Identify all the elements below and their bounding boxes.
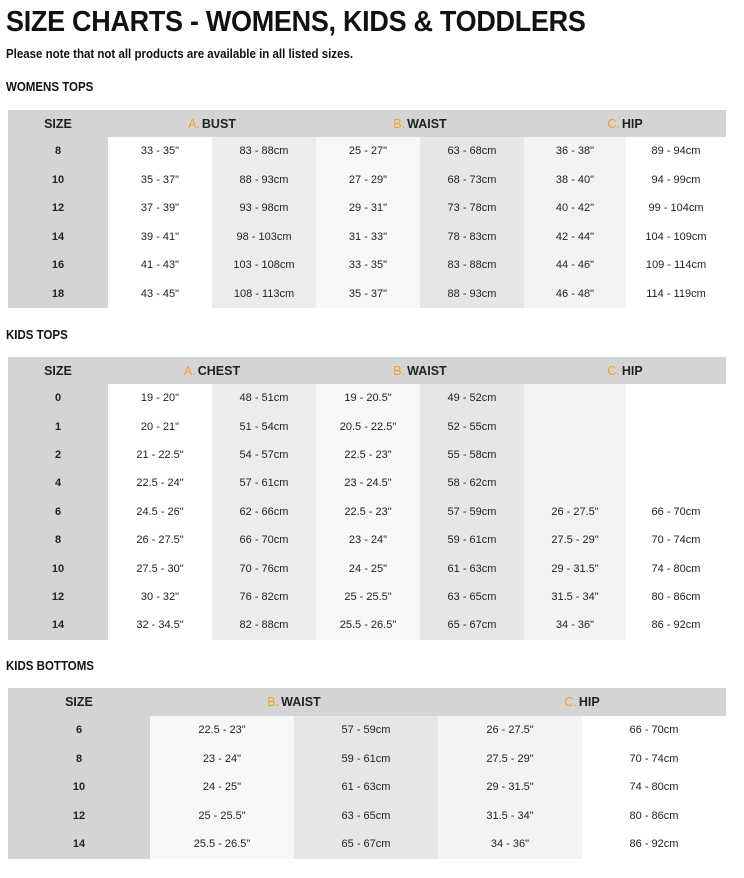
measurement-cell: 31.5 - 34" (438, 802, 582, 831)
measurement-cell: 51 - 54cm (212, 412, 316, 440)
measurement-cell: 42 - 44" (524, 223, 626, 252)
measurement-cell: 103 - 108cm (212, 251, 316, 280)
size-cell: 8 (8, 137, 108, 166)
size-cell: 18 (8, 280, 108, 309)
measurement-cell: 82 - 88cm (212, 611, 316, 639)
size-cell: 1 (8, 412, 108, 440)
measurement-cell: 21 - 22.5" (108, 441, 212, 469)
measurement-cell: 86 - 92cm (626, 611, 726, 639)
measurement-cell: 19 - 20.5" (316, 384, 420, 412)
measurement-cell: 83 - 88cm (212, 137, 316, 166)
size-column-header: SIZE (8, 110, 108, 137)
measurement-cell: 24 - 25" (316, 554, 420, 582)
measurement-cell (524, 412, 626, 440)
measurement-cell: 33 - 35" (316, 251, 420, 280)
table-row (8, 830, 726, 859)
measurement-cell: 78 - 83cm (420, 223, 524, 252)
table-row (8, 441, 726, 469)
measurement-cell: 66 - 70cm (212, 526, 316, 554)
size-cell: 14 (8, 830, 150, 859)
measurement-cell: 39 - 41" (108, 223, 212, 252)
table-row (8, 469, 726, 497)
table-header-row (8, 688, 726, 716)
measurement-cell: 25 - 27" (316, 137, 420, 166)
kids-bottoms-title: KIDS BOTTOMS (6, 659, 94, 673)
measurement-group-header (316, 110, 524, 137)
measurement-cell: 27.5 - 30" (108, 554, 212, 582)
measurement-cell: 26 - 27.5" (524, 498, 626, 526)
measurement-cell: 89 - 94cm (626, 137, 726, 166)
table-header-row (8, 357, 726, 384)
measurement-cell: 94 - 99cm (626, 166, 726, 195)
measurement-cell: 83 - 88cm (420, 251, 524, 280)
measurement-cell: 76 - 82cm (212, 583, 316, 611)
size-cell: 0 (8, 384, 108, 412)
measurement-cell: 65 - 67cm (420, 611, 524, 639)
size-cell: 12 (8, 583, 108, 611)
measurement-cell: 80 - 86cm (582, 802, 726, 831)
measurement-cell: 22.5 - 23" (316, 441, 420, 469)
measurement-cell: 58 - 62cm (420, 469, 524, 497)
measurement-label: WAIST (281, 695, 321, 709)
size-cell: 12 (8, 802, 150, 831)
measurement-cell: 70 - 76cm (212, 554, 316, 582)
measurement-letter: C. (564, 695, 577, 709)
measurement-cell: 88 - 93cm (212, 166, 316, 195)
kids-bottoms-table (8, 688, 726, 859)
measurement-cell (626, 469, 726, 497)
measurement-cell: 38 - 40" (524, 166, 626, 195)
measurement-group-header (150, 688, 438, 716)
measurement-label: WAIST (407, 363, 447, 378)
table-row (8, 498, 726, 526)
size-cell: 6 (8, 498, 108, 526)
measurement-cell: 22.5 - 23" (150, 716, 294, 745)
measurement-cell: 22.5 - 24" (108, 469, 212, 497)
availability-note: Please note that not all products are available in all listed sizes. (6, 47, 354, 61)
measurement-cell: 63 - 65cm (294, 802, 438, 831)
measurement-label: BUST (201, 116, 236, 131)
measurement-cell: 66 - 70cm (582, 716, 726, 745)
measurement-cell: 41 - 43" (108, 251, 212, 280)
measurement-cell: 44 - 46" (524, 251, 626, 280)
measurement-cell: 61 - 63cm (294, 773, 438, 802)
measurement-cell: 57 - 59cm (420, 498, 524, 526)
measurement-cell: 99 - 104cm (626, 194, 726, 223)
table-row (8, 251, 726, 280)
measurement-cell: 35 - 37" (316, 280, 420, 309)
table-row (8, 223, 726, 252)
measurement-cell: 98 - 103cm (212, 223, 316, 252)
size-cell: 16 (8, 251, 108, 280)
measurement-label: WAIST (407, 116, 447, 131)
measurement-cell (524, 384, 626, 412)
size-cell: 2 (8, 441, 108, 469)
size-cell: 12 (8, 194, 108, 223)
measurement-cell: 36 - 38" (524, 137, 626, 166)
measurement-cell: 40 - 42" (524, 194, 626, 223)
measurement-cell: 29 - 31.5" (438, 773, 582, 802)
table-row (8, 745, 726, 774)
size-cell: 4 (8, 469, 108, 497)
measurement-cell: 25.5 - 26.5" (316, 611, 420, 639)
measurement-label: HIP (621, 363, 643, 378)
measurement-cell: 23 - 24" (150, 745, 294, 774)
measurement-cell: 26 - 27.5" (108, 526, 212, 554)
measurement-cell: 88 - 93cm (420, 280, 524, 309)
measurement-group-header (316, 357, 524, 384)
measurement-cell: 74 - 80cm (582, 773, 726, 802)
measurement-cell (626, 441, 726, 469)
measurement-cell: 20 - 21" (108, 412, 212, 440)
measurement-cell: 23 - 24.5" (316, 469, 420, 497)
measurement-cell: 52 - 55cm (420, 412, 524, 440)
measurement-cell: 73 - 78cm (420, 194, 524, 223)
measurement-cell (626, 412, 726, 440)
kids-tops-table (8, 357, 726, 640)
table-row (8, 773, 726, 802)
measurement-cell: 24.5 - 26" (108, 498, 212, 526)
measurement-cell: 93 - 98cm (212, 194, 316, 223)
table-row (8, 412, 726, 440)
measurement-cell: 57 - 59cm (294, 716, 438, 745)
table-row (8, 583, 726, 611)
measurement-cell: 37 - 39" (108, 194, 212, 223)
measurement-cell: 74 - 80cm (626, 554, 726, 582)
measurement-cell: 80 - 86cm (626, 583, 726, 611)
measurement-cell: 109 - 114cm (626, 251, 726, 280)
measurement-letter: B. (393, 116, 406, 131)
measurement-cell: 66 - 70cm (626, 498, 726, 526)
measurement-letter: A. (183, 363, 196, 378)
measurement-cell: 23 - 24" (316, 526, 420, 554)
measurement-cell: 86 - 92cm (582, 830, 726, 859)
size-cell: 6 (8, 716, 150, 745)
measurement-cell (524, 441, 626, 469)
measurement-cell: 63 - 68cm (420, 137, 524, 166)
measurement-cell: 46 - 48" (524, 280, 626, 309)
measurement-cell: 68 - 73cm (420, 166, 524, 195)
measurement-cell: 34 - 36" (524, 611, 626, 639)
table-row (8, 716, 726, 745)
table-row (8, 611, 726, 639)
measurement-cell: 63 - 65cm (420, 583, 524, 611)
measurement-cell: 59 - 61cm (294, 745, 438, 774)
measurement-cell: 30 - 32" (108, 583, 212, 611)
measurement-cell: 35 - 37" (108, 166, 212, 195)
measurement-cell: 54 - 57cm (212, 441, 316, 469)
measurement-cell: 59 - 61cm (420, 526, 524, 554)
table-row (8, 554, 726, 582)
measurement-cell: 29 - 31.5" (524, 554, 626, 582)
table-row (8, 280, 726, 309)
measurement-label: HIP (621, 116, 643, 131)
womens-tops-title: WOMENS TOPS (6, 80, 94, 94)
measurement-group-header (524, 110, 726, 137)
measurement-cell: 31 - 33" (316, 223, 420, 252)
size-cell: 14 (8, 611, 108, 639)
size-cell: 8 (8, 526, 108, 554)
measurement-cell: 25 - 25.5" (316, 583, 420, 611)
table-row (8, 137, 726, 166)
measurement-cell: 27.5 - 29" (524, 526, 626, 554)
measurement-letter: B. (267, 695, 280, 709)
measurement-group-header (524, 357, 726, 384)
measurement-group-header (438, 688, 726, 716)
measurement-cell: 108 - 113cm (212, 280, 316, 309)
measurement-cell: 70 - 74cm (626, 526, 726, 554)
measurement-cell: 27.5 - 29" (438, 745, 582, 774)
measurement-group-header (108, 110, 316, 137)
table-row (8, 526, 726, 554)
measurement-cell: 20.5 - 22.5" (316, 412, 420, 440)
measurement-cell: 61 - 63cm (420, 554, 524, 582)
measurement-letter: B. (393, 363, 406, 378)
measurement-cell: 19 - 20" (108, 384, 212, 412)
womens-tops-table (8, 110, 726, 308)
measurement-letter: A. (188, 116, 200, 131)
measurement-cell: 24 - 25" (150, 773, 294, 802)
measurement-cell (524, 469, 626, 497)
kids-tops-title: KIDS TOPS (6, 328, 68, 342)
measurement-cell: 29 - 31" (316, 194, 420, 223)
table-row (8, 384, 726, 412)
size-cell: 8 (8, 745, 150, 774)
size-cell: 10 (8, 773, 150, 802)
measurement-cell: 62 - 66cm (212, 498, 316, 526)
measurement-label: CHEST (197, 363, 241, 378)
measurement-cell: 34 - 36" (438, 830, 582, 859)
measurement-cell: 31.5 - 34" (524, 583, 626, 611)
size-column-header: SIZE (8, 357, 108, 384)
table-header-row (8, 110, 726, 137)
table-row (8, 194, 726, 223)
measurement-cell: 55 - 58cm (420, 441, 524, 469)
measurement-cell: 32 - 34.5" (108, 611, 212, 639)
measurement-letter: C. (607, 116, 620, 131)
table-row (8, 802, 726, 831)
measurement-cell: 114 - 119cm (626, 280, 726, 309)
measurement-cell: 70 - 74cm (582, 745, 726, 774)
measurement-letter: C. (607, 363, 620, 378)
measurement-cell: 43 - 45" (108, 280, 212, 309)
measurement-cell: 27 - 29" (316, 166, 420, 195)
measurement-cell: 104 - 109cm (626, 223, 726, 252)
measurement-cell: 48 - 51cm (212, 384, 316, 412)
size-column-header: SIZE (8, 688, 150, 716)
measurement-cell: 33 - 35" (108, 137, 212, 166)
measurement-label: HIP (578, 695, 600, 709)
size-cell: 14 (8, 223, 108, 252)
measurement-cell (626, 384, 726, 412)
table-row (8, 166, 726, 195)
measurement-cell: 49 - 52cm (420, 384, 524, 412)
page-title: SIZE CHARTS - WOMENS, KIDS & TODDLERS (6, 6, 586, 38)
measurement-cell: 65 - 67cm (294, 830, 438, 859)
measurement-cell: 25 - 25.5" (150, 802, 294, 831)
size-cell: 10 (8, 554, 108, 582)
measurement-cell: 25.5 - 26.5" (150, 830, 294, 859)
measurement-cell: 57 - 61cm (212, 469, 316, 497)
measurement-cell: 26 - 27.5" (438, 716, 582, 745)
measurement-group-header (108, 357, 316, 384)
size-cell: 10 (8, 166, 108, 195)
measurement-cell: 22.5 - 23" (316, 498, 420, 526)
